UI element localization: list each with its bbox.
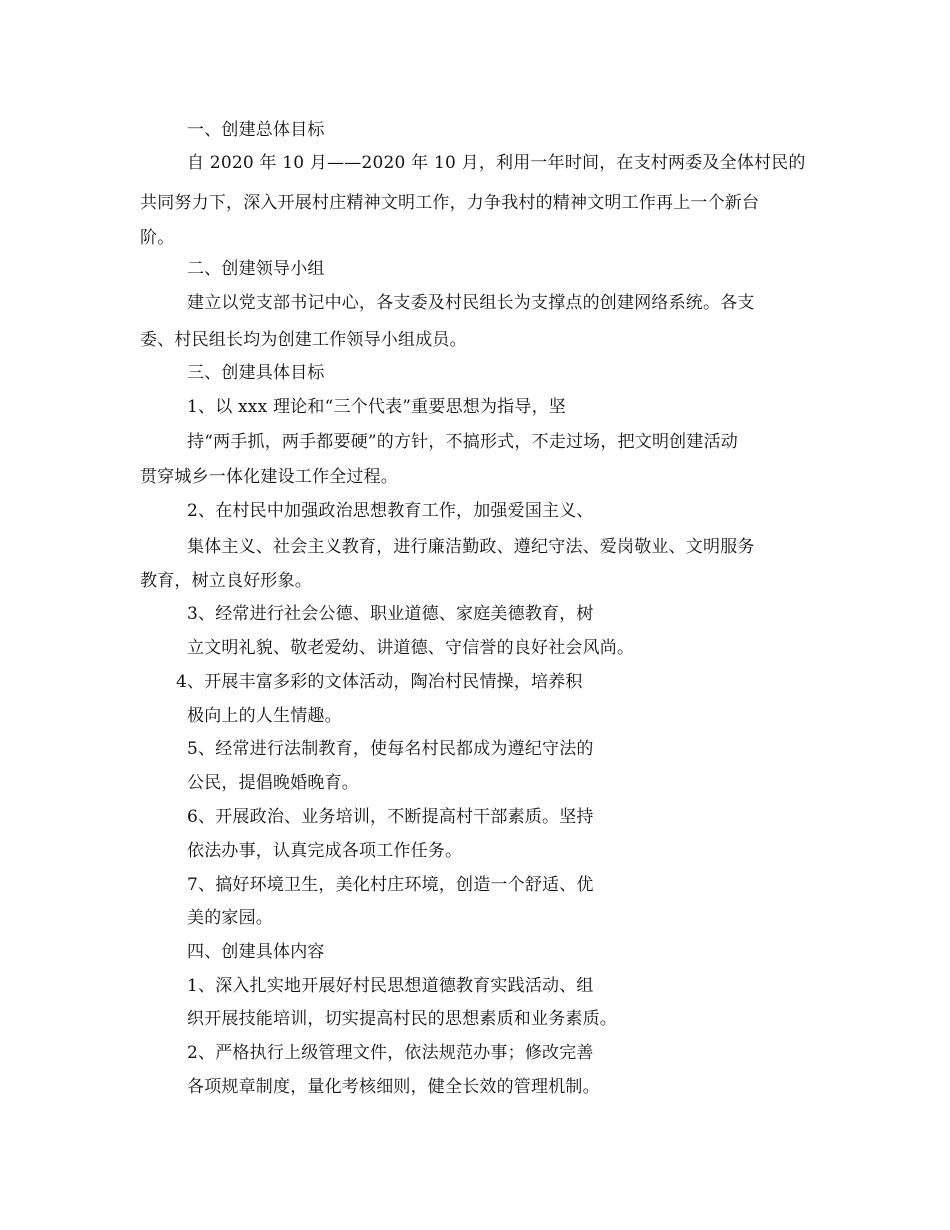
list-item: 1、深入扎实地开展好村民思想道德教育实践活动、组 [187,976,594,996]
paragraph-line: 建立以党支部书记中心，各支委及村民组长为支撑点的创建网络系统。各支 [187,293,755,313]
list-item: 5、经常进行法制教育，使每名村民都成为遵纪守法的 [187,739,594,759]
heading-specific-content: 四、创建具体内容 [187,942,325,962]
paragraph-line: 阶。 [140,228,175,248]
paragraph-line: 各项规章制度，量化考核细则，健全长效的管理机制。 [187,1077,600,1097]
paragraph-line: 持“两手抓，两手都要硬”的方针，不搞形式，不走过场，把文明创建活动 [187,432,738,452]
paragraph-line: 依法办事，认真完成各项工作任务。 [187,841,463,861]
paragraph-line: 织开展技能培训，切实提高村民的思想素质和业务素质。 [187,1009,617,1029]
heading-specific-goals: 三、创建具体目标 [187,363,325,383]
list-item: 4、开展丰富多彩的文体活动，陶冶村民情操，培养积 [176,672,583,692]
heading-overall-goal: 一、创建总体目标 [187,120,325,140]
list-item: 7、搞好环境卫生，美化村庄环境，创造一个舒适、优 [187,875,594,895]
paragraph-line: 极向上的人生情趣。 [187,706,342,726]
paragraph-line: 美的家园。 [187,908,273,928]
list-item: 2、严格执行上级管理文件，依法规范办事；修改完善 [187,1043,594,1063]
heading-leadership-group: 二、创建领导小组 [187,259,325,279]
paragraph-line: 教育，树立良好形象。 [140,571,312,591]
list-item: 2、在村民中加强政治思想教育工作，加强爱国主义、 [187,501,594,521]
paragraph-line: 委、村民组长均为创建工作领导小组成员。 [140,330,467,350]
list-item: 6、开展政治、业务培训，不断提高村干部素质。坚持 [187,807,594,827]
paragraph-line: 公民，提倡晚婚晚育。 [187,773,359,793]
paragraph-line: 自 2020 年 10 月——2020 年 10 月，利用一年时间，在支村两委及全体村民的 [187,153,806,173]
list-item: 3、经常进行社会公德、职业道德、家庭美德教育，树 [187,604,594,624]
list-item: 1、以 xxx 理论和“三个代表”重要思想为指导，坚 [187,397,566,417]
paragraph-line: 贯穿城乡一体化建设工作全过程。 [140,467,398,487]
paragraph-line: 立文明礼貌、敬老爱幼、讲道德、守信誉的良好社会风尚。 [187,638,635,658]
paragraph-line: 集体主义、社会主义教育，进行廉洁勤政、遵纪守法、爱岗敬业、文明服务 [187,537,755,557]
paragraph-line: 共同努力下，深入开展村庄精神文明工作，力争我村的精神文明工作再上一个新台 [140,193,760,213]
